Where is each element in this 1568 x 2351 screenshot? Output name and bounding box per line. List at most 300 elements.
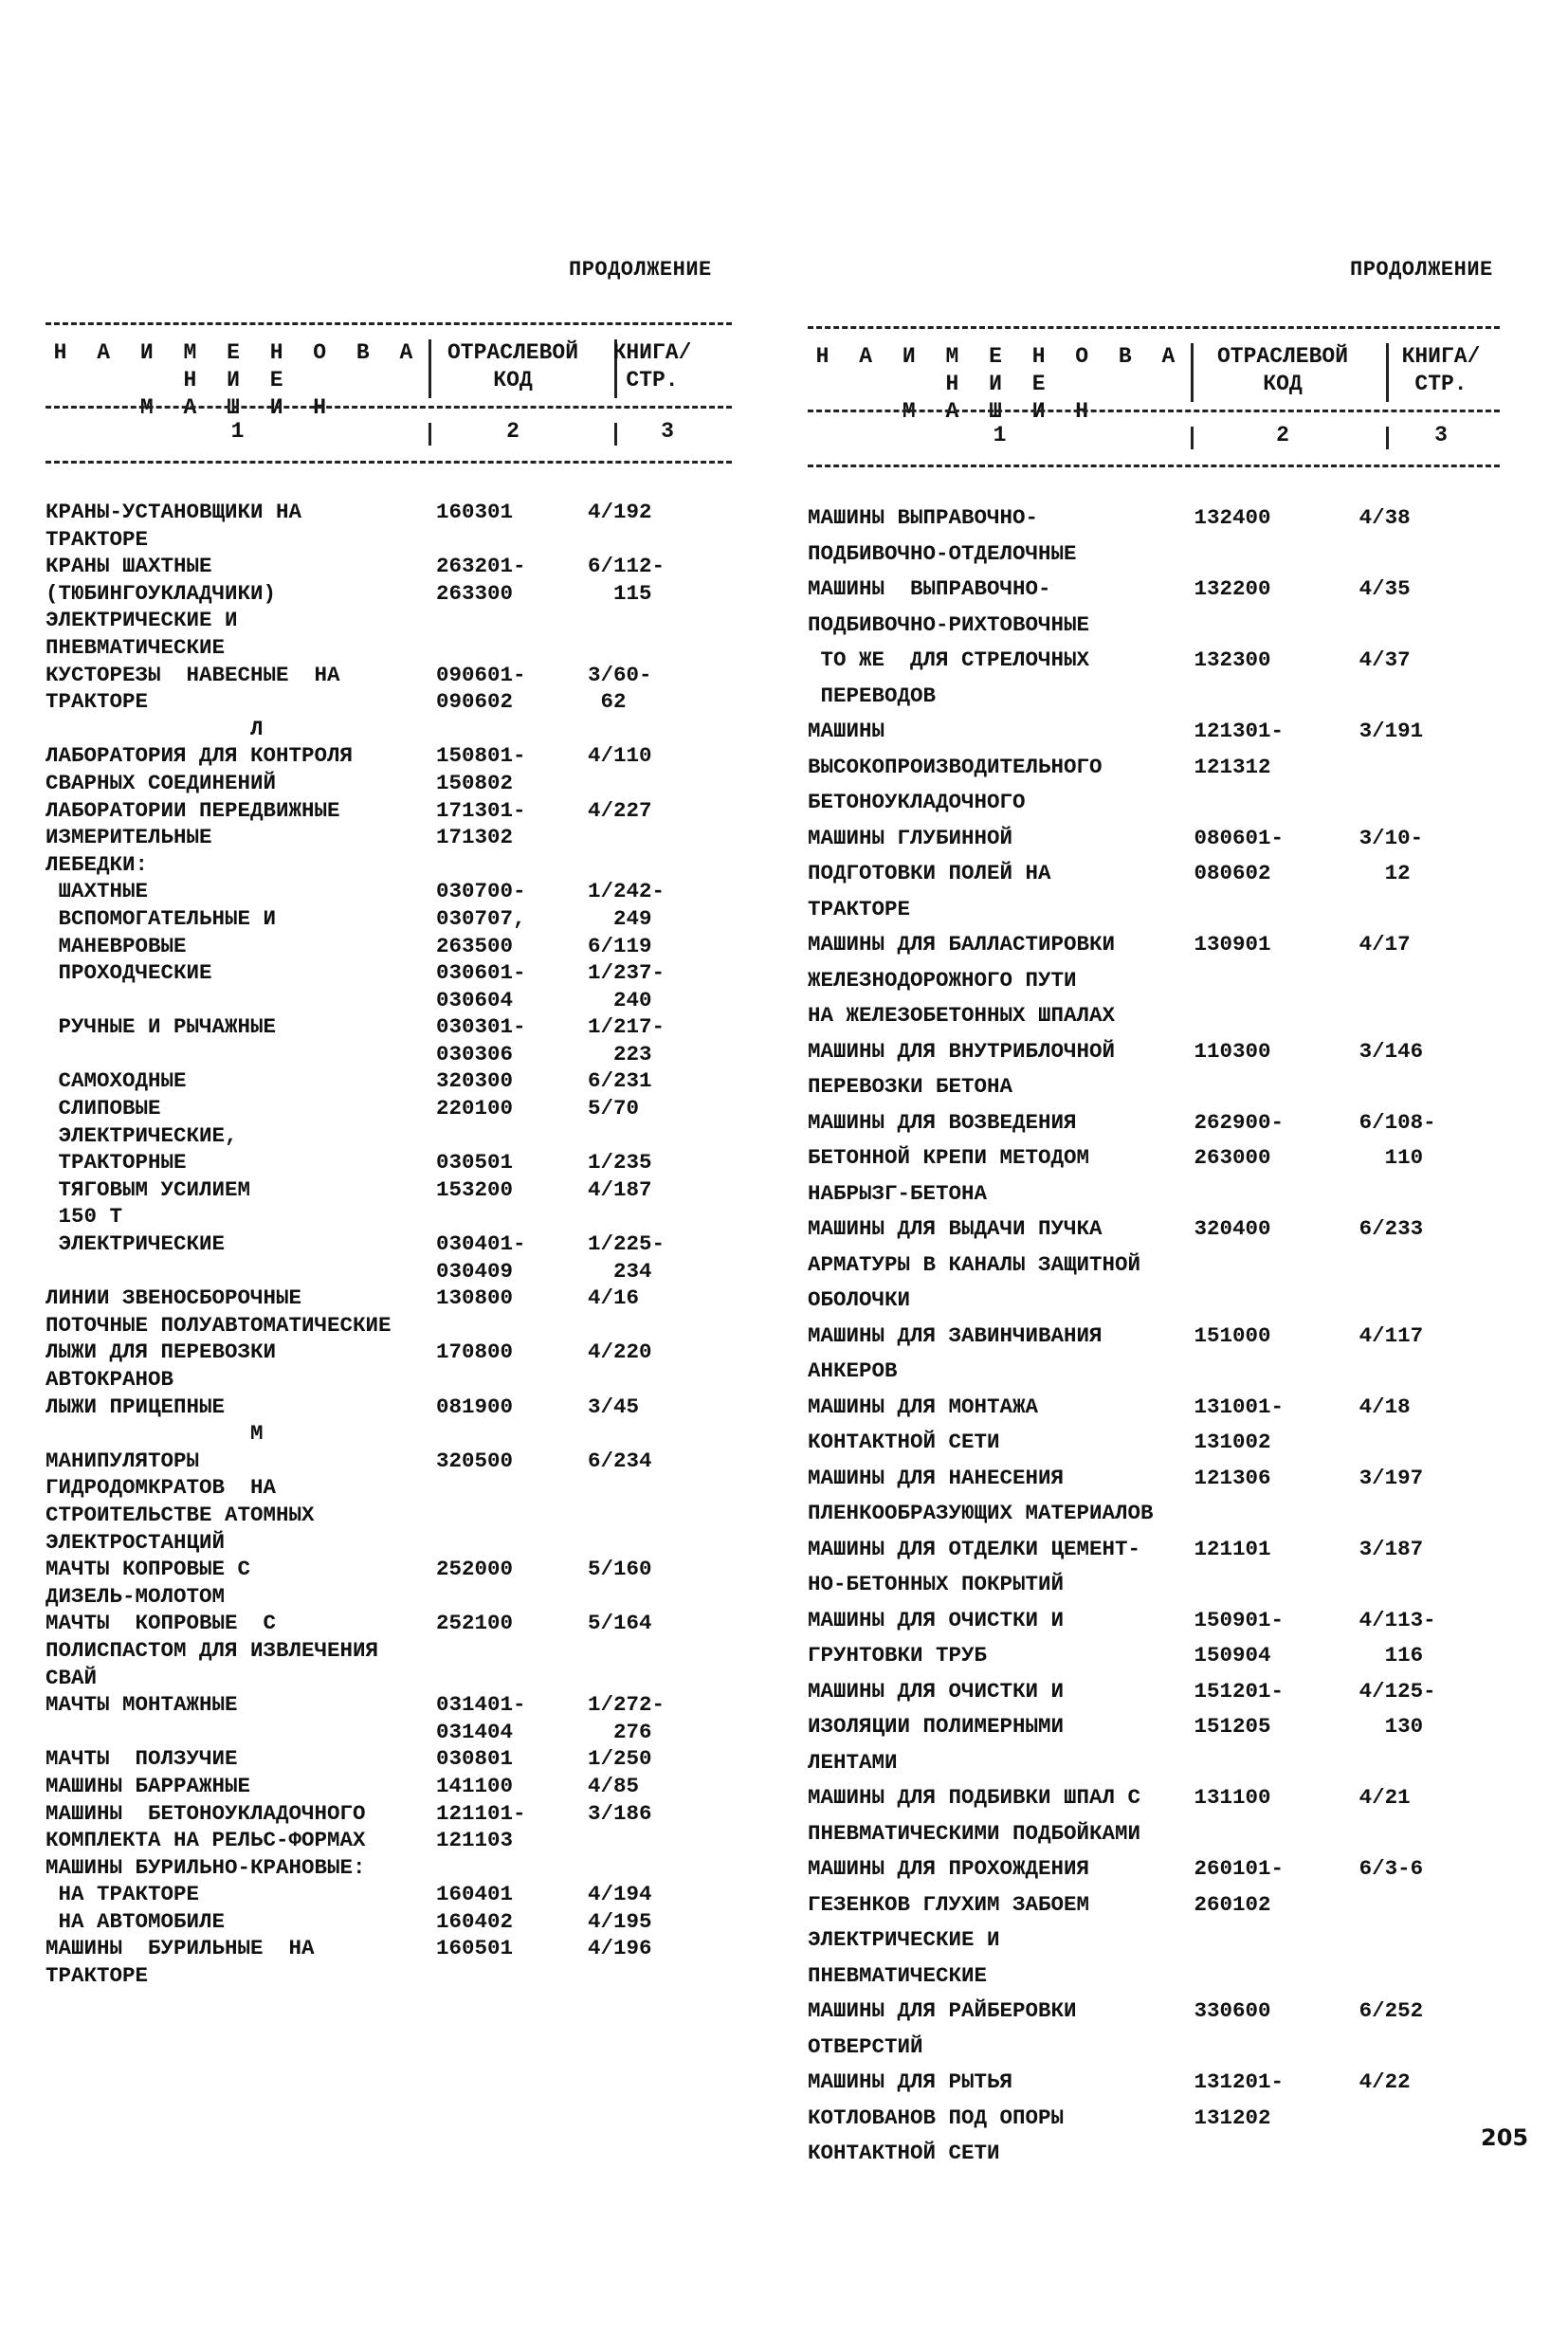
table-body-left [46, 499, 732, 1990]
book-page-cell: 5/164 [588, 1611, 652, 1636]
book-page-cell: 3/187 [1358, 1536, 1424, 1561]
machine-name-cell: ЭЛЕКТРИЧЕСКИЕ, [46, 1122, 238, 1148]
table-row [46, 580, 732, 608]
header-book: КНИГА/ СТР. [1401, 344, 1481, 396]
industry-code-cell [436, 1583, 588, 1611]
industry-code-cell: 131001- [1194, 1394, 1285, 1419]
book-page-cell: 6/234 [588, 1448, 652, 1473]
table-row [808, 1319, 1500, 1355]
machine-name-cell: КУСТОРЕЗЫ НАВЕСНЫЕ НА [46, 662, 340, 687]
book-page-cell [1359, 537, 1500, 573]
book-page-cell [588, 1366, 730, 1394]
machine-name-cell: БЕТОННОЙ КРЕПИ МЕТОДОМ [808, 1145, 1090, 1170]
machine-name-cell [46, 987, 436, 1014]
table-row [46, 1013, 732, 1041]
machine-name-cell: КОНТАКТНОЙ СЕТИ [808, 1430, 1000, 1454]
table-row [46, 1067, 732, 1095]
table-row [808, 1105, 1500, 1141]
table-row [46, 1122, 732, 1150]
industry-code-cell: 030501 [436, 1150, 514, 1176]
book-page-cell: 1/225- [588, 1231, 665, 1257]
book-page-cell: 130 [1358, 1714, 1424, 1739]
machine-name-cell: ЛЕБЕДКИ: [46, 851, 149, 877]
table-row [46, 1745, 732, 1773]
machine-name-cell: ИЗМЕРИТЕЛЬНЫЕ [46, 825, 212, 850]
machine-name-cell: СВАЙ [46, 1665, 98, 1690]
table-row [46, 770, 732, 797]
book-page-cell [1359, 1425, 1500, 1461]
machine-name-cell: СВАРНЫХ СОЕДИНЕНИЙ [46, 770, 277, 795]
continuation-label-left: ПРОДОЛЖЕНИЕ [569, 258, 712, 282]
header-divider [1191, 343, 1194, 402]
table-row [808, 1140, 1500, 1176]
table-row [808, 1034, 1500, 1070]
machine-name-cell: 150 Т [46, 1204, 123, 1230]
machine-name-cell: ПЕРЕВОЗКИ БЕТОНА [808, 1074, 1013, 1099]
header-name-line2: М А Ш И Н [139, 395, 336, 420]
table-header [808, 343, 1500, 424]
book-page-cell: 4/21 [1358, 1785, 1411, 1810]
table-row [808, 785, 1500, 821]
header-top-rule [808, 326, 1500, 329]
industry-code-cell [1194, 1176, 1359, 1212]
book-page-cell: 4/38 [1358, 505, 1411, 530]
column-number-1: 1 [993, 423, 1007, 447]
machine-name-cell [46, 1041, 436, 1068]
industry-code-cell: 260101- [1194, 1856, 1285, 1881]
machine-name-cell: МАШИНЫ ДЛЯ ЗАВИНЧИВАНИЯ [808, 1322, 1103, 1348]
table-row [808, 2101, 1500, 2137]
book-page-cell: 4/227 [588, 797, 652, 823]
industry-code-cell [1194, 1745, 1359, 1781]
industry-code-cell [1194, 1283, 1359, 1319]
industry-code-cell [1194, 537, 1359, 573]
table-row [808, 927, 1500, 963]
book-page-cell [588, 1203, 730, 1230]
table-row [46, 1854, 732, 1882]
machine-name-cell: СТРОИТЕЛЬСТВЕ АТОМНЫХ [46, 1502, 315, 1527]
book-page-cell [588, 824, 730, 851]
machine-name-cell: МАШИНЫ ДЛЯ РАЙБЕРОВКИ [808, 1998, 1077, 2023]
column-number-3: 3 [661, 419, 674, 444]
table-row [808, 1709, 1500, 1745]
book-page-cell: 4/110 [588, 743, 652, 769]
column-number-2: 2 [1276, 423, 1289, 447]
table-row [46, 1095, 732, 1122]
table-row [46, 1420, 732, 1448]
header-bottom-rule [46, 461, 732, 464]
machine-name-cell: ОТВЕРСТИЙ [808, 2033, 923, 2059]
industry-code-cell: 263201- [436, 554, 526, 579]
machine-name-cell: М [46, 1421, 264, 1447]
table-row [808, 1461, 1500, 1497]
industry-code-cell: 263500 [436, 933, 514, 958]
book-page-cell: 4/192 [588, 500, 652, 524]
table-row [46, 1773, 732, 1800]
book-page-cell: 4/113- [1358, 1607, 1436, 1632]
table-row [808, 1923, 1500, 1959]
table-row [808, 1780, 1500, 1816]
industry-code-cell: 170800 [436, 1340, 514, 1365]
table-row [46, 933, 732, 960]
book-page-cell [588, 1827, 730, 1854]
table-row [46, 1041, 732, 1068]
industry-code-cell: 121101 [1194, 1536, 1271, 1561]
machine-name-cell: МАЧТЫ МОНТАЖНЫЕ [46, 1692, 238, 1718]
table-row [808, 1959, 1500, 1995]
machine-name-cell: МАШИНЫ ДЛЯ МОНТАЖА [808, 1394, 1039, 1419]
book-page-cell: 6/3-6 [1358, 1856, 1424, 1881]
machine-name-cell: ПОДБИВОЧНО-ОТДЕЛОЧНЫЕ [808, 540, 1077, 566]
machine-name-cell: МАШИНЫ ДЛЯ ВЫДАЧИ ПУЧКА [808, 1216, 1103, 1241]
machine-name-cell: ЛАБОРАТОРИИ ПЕРЕДВИЖНЫЕ [46, 797, 340, 823]
industry-code-cell [436, 1854, 588, 1882]
industry-code-cell: 252100 [436, 1611, 514, 1636]
machine-name-cell: МАШИНЫ ВЫПРАВОЧНО- [808, 576, 1051, 601]
book-page-cell [588, 1420, 730, 1448]
industry-code-cell: 150802 [436, 770, 514, 795]
book-page-cell [1359, 1069, 1500, 1105]
industry-code-cell [436, 1366, 588, 1394]
number-divider [1191, 427, 1194, 449]
industry-code-cell: 031401- [436, 1692, 526, 1718]
book-page-cell [1359, 679, 1500, 715]
industry-code-cell: 030601- [436, 960, 526, 986]
book-page-cell [588, 1962, 730, 1990]
machine-name-cell: ГРУНТОВКИ ТРУБ [808, 1643, 988, 1668]
table-row [808, 1887, 1500, 1923]
machine-name-cell: МАШИНЫ ДЛЯ ПОДБИВКИ ШПАЛ С [808, 1785, 1141, 1810]
book-page-cell: 223 [588, 1041, 652, 1066]
table-row [46, 1827, 732, 1854]
industry-code-cell [1194, 1354, 1359, 1390]
table-row [46, 1339, 732, 1366]
machine-name-cell: ВСПОМОГАТЕЛЬНЫЕ И [46, 905, 277, 931]
table-row [46, 1176, 732, 1204]
machine-name-cell: ОБОЛОЧКИ [808, 1287, 911, 1312]
book-page-cell: 249 [588, 905, 652, 931]
book-page-cell [588, 1529, 730, 1557]
header-mid-rule [46, 406, 732, 409]
industry-code-cell: 141100 [436, 1773, 514, 1798]
industry-code-cell: 030700- [436, 879, 526, 904]
industry-code-cell: 330600 [1194, 1998, 1271, 2023]
industry-code-cell: 121103 [436, 1828, 514, 1853]
industry-code-cell [1194, 1069, 1359, 1105]
header-book: КНИГА/ СТР. [612, 340, 692, 392]
machine-name-cell: ПОТОЧНЫЕ ПОЛУАВТОМАТИЧЕСКИЕ [46, 1312, 392, 1338]
page-number: 205 [1481, 2124, 1529, 2151]
right-column [808, 0, 1500, 2351]
book-page-cell: 4/220 [588, 1340, 652, 1365]
industry-code-cell [436, 1420, 588, 1448]
book-page-cell: 4/194 [588, 1882, 652, 1907]
machine-name-cell: НА ТРАКТОРЕ [46, 1882, 200, 1907]
industry-code-cell: 090601- [436, 662, 526, 687]
industry-code-cell: 151201- [1194, 1678, 1285, 1704]
header-code: ОТРАСЛЕВОЙ КОД [447, 340, 579, 392]
machine-name-cell: МАШИНЫ ДЛЯ ВОЗВЕДЕНИЯ [808, 1109, 1077, 1135]
header-divider [428, 339, 431, 398]
industry-code-cell: 263300 [436, 580, 514, 606]
table-row [46, 499, 732, 526]
table-row [46, 1258, 732, 1285]
machine-name-cell: ПЛЕНКООБРАЗУЮЩИХ МАТЕРИАЛОВ [808, 1501, 1154, 1525]
industry-code-cell: 131002 [1194, 1430, 1271, 1454]
table-row [808, 998, 1500, 1034]
industry-code-cell: 121101- [436, 1800, 526, 1826]
column-numbers [808, 423, 1500, 453]
book-page-cell [588, 1665, 730, 1692]
industry-code-cell [436, 1665, 588, 1692]
industry-code-cell [436, 1474, 588, 1502]
book-page-cell [588, 1474, 730, 1502]
book-page-cell [1359, 1354, 1500, 1390]
table-row [46, 1394, 732, 1421]
table-row [46, 1149, 732, 1176]
book-page-cell [588, 1637, 730, 1665]
table-row [808, 2030, 1500, 2066]
industry-code-cell [1194, 2136, 1359, 2172]
machine-name-cell: ПНЕВМАТИЧЕСКИЕ [808, 1962, 988, 1988]
table-row [46, 526, 732, 554]
book-page-cell: 6/112- [588, 554, 665, 579]
machine-name-cell: ЛАБОРАТОРИЯ ДЛЯ КОНТРОЛЯ [46, 743, 354, 769]
industry-code-cell: 121306 [1194, 1465, 1271, 1490]
machine-name-cell: НА ЖЕЛЕЗОБЕТОННЫХ ШПАЛАХ [808, 1003, 1116, 1028]
table-row [46, 607, 732, 634]
table-row [808, 892, 1500, 928]
book-page-cell: 1/237- [588, 960, 665, 986]
industry-code-cell: 130800 [436, 1285, 514, 1311]
book-page-cell: 234 [588, 1258, 652, 1284]
book-page-cell [1359, 1816, 1500, 1852]
table-row [808, 1283, 1500, 1319]
machine-name-cell: ТРАКТОРЕ [46, 1963, 149, 1989]
industry-code-cell: 030409 [436, 1258, 514, 1284]
table-row [808, 1069, 1500, 1105]
number-divider [1386, 427, 1389, 449]
book-page-cell [1359, 1887, 1500, 1923]
header-top-rule [46, 322, 732, 325]
industry-code-cell: 031404 [436, 1719, 514, 1744]
machine-name-cell: ЭЛЕКТРИЧЕСКИЕ И [808, 1927, 1000, 1952]
machine-name-cell: МАШИНЫ БУРИЛЬНО-КРАНОВЫЕ: [46, 1854, 366, 1880]
machine-name-cell: ПРОХОДЧЕСКИЕ [46, 960, 212, 986]
table-row [46, 1502, 732, 1529]
table-row [808, 1638, 1500, 1674]
book-page-cell [1359, 1283, 1500, 1319]
machine-name-cell: РУЧНЫЕ И РЫЧАЖНЫЕ [46, 1014, 277, 1040]
machine-name-cell: ТЯГОВЫМ УСИЛИЕМ [46, 1176, 251, 1202]
machine-name-cell: ПОДГОТОВКИ ПОЛЕЙ НА [808, 861, 1051, 885]
table-row [46, 905, 732, 933]
book-page-cell: 4/37 [1358, 647, 1411, 672]
book-page-cell: 6/119 [588, 933, 652, 958]
machine-name-cell: ТРАКТОРНЫЕ [46, 1150, 187, 1176]
book-page-cell: 3/60- [588, 662, 652, 687]
industry-code-cell [1194, 998, 1359, 1034]
industry-code-cell [1194, 1248, 1359, 1284]
machine-name-cell: САМОХОДНЫЕ [46, 1068, 187, 1094]
table-row [46, 1448, 732, 1475]
book-page-cell [1359, 1496, 1500, 1532]
machine-name-cell: БЕТОНОУКЛАДОЧНОГО [808, 790, 1026, 814]
industry-code-cell: 160301 [436, 500, 514, 524]
machine-name-cell [46, 1258, 436, 1285]
book-page-cell: 4/187 [588, 1176, 652, 1202]
machine-name-cell: ТРАКТОРЕ [808, 896, 911, 921]
industry-code-cell [1194, 785, 1359, 821]
book-page-cell: 1/250 [588, 1746, 652, 1772]
table-row [46, 1366, 732, 1394]
machine-name-cell: ЖЕЛЕЗНОДОРОЖНОГО ПУТИ [808, 967, 1077, 993]
number-divider [614, 423, 617, 446]
book-page-cell: 6/231 [588, 1068, 652, 1094]
industry-code-cell: 151000 [1194, 1322, 1271, 1348]
table-row [808, 750, 1500, 786]
book-page-cell: 4/35 [1358, 576, 1411, 601]
machine-name-cell: КОНТАКТНОЙ СЕТИ [808, 2141, 1000, 2165]
column-number-1: 1 [230, 419, 245, 444]
machine-name-cell: КОМПЛЕКТА НА РЕЛЬС-ФОРМАХ [46, 1828, 366, 1853]
book-page-cell [1359, 963, 1500, 999]
table-row [46, 1285, 732, 1312]
machine-name-cell: НАБРЫЗГ-БЕТОНА [808, 1180, 988, 1206]
table-row [46, 1908, 732, 1936]
table-row [46, 742, 732, 770]
machine-name-cell: ТО ЖЕ ДЛЯ СТРЕЛОЧНЫХ [808, 647, 1090, 672]
machine-name-cell: НА АВТОМОБИЛЕ [46, 1908, 226, 1934]
industry-code-cell: 090602 [436, 689, 514, 715]
book-page-cell [588, 1122, 730, 1150]
industry-code-cell: 252000 [436, 1557, 514, 1582]
machine-name-cell: МАЧТЫ КОПРОВЫЕ С [46, 1557, 251, 1582]
book-page-cell [1359, 2136, 1500, 2172]
table-row [808, 608, 1500, 644]
table-row [46, 553, 732, 580]
table-row [808, 1674, 1500, 1710]
book-page-cell: 1/217- [588, 1014, 665, 1040]
industry-code-cell [436, 1312, 588, 1340]
table-row [46, 1529, 732, 1557]
industry-code-cell: 153200 [436, 1176, 514, 1202]
table-row [808, 1851, 1500, 1887]
book-page-cell [1359, 1923, 1500, 1959]
book-page-cell [1359, 998, 1500, 1034]
header-bottom-rule [808, 465, 1500, 467]
machine-name-cell: АНКЕРОВ [808, 1358, 898, 1383]
book-page-cell: 3/186 [588, 1800, 652, 1826]
industry-code-cell [1194, 1959, 1359, 1995]
machine-name-cell: КРАНЫ ШАХТНЫЕ [46, 554, 212, 579]
machine-name-cell: МАШИНЫ ДЛЯ ВНУТРИБЛОЧНОЙ [808, 1038, 1116, 1064]
machine-name-cell: МАШИНЫ ГЛУБИННОЙ [808, 825, 1013, 850]
table-row [46, 688, 732, 716]
header-name: Н А И М Е Н О В А Н И Е М А Ш И Н [815, 344, 1184, 424]
book-page-cell: 3/197 [1358, 1465, 1424, 1490]
machine-name-cell: ЛИНИИ ЗВЕНОСБОРОЧНЫЕ [46, 1285, 302, 1311]
industry-code-cell: 150801- [436, 743, 526, 769]
number-divider [428, 423, 431, 446]
industry-code-cell: 110300 [1194, 1038, 1271, 1064]
table-row [46, 1719, 732, 1746]
book-page-cell [1359, 2101, 1500, 2137]
industry-code-cell: 130901 [1194, 932, 1271, 957]
table-row [46, 1881, 732, 1908]
table-row [808, 714, 1500, 750]
machine-name-cell: МАШИНЫ ДЛЯ ОЧИСТКИ И [808, 1678, 1065, 1704]
industry-code-cell [436, 526, 588, 554]
table-row [808, 679, 1500, 715]
machine-name-cell: МАШИНЫ ДЛЯ БАЛЛАСТИРОВКИ [808, 932, 1116, 957]
book-page-cell: 12 [1358, 861, 1411, 885]
industry-code-cell [436, 1502, 588, 1529]
table-row [808, 572, 1500, 608]
industry-code-cell: 150904 [1194, 1643, 1271, 1668]
industry-code-cell: 151205 [1194, 1714, 1271, 1739]
table-row [46, 1556, 732, 1583]
machine-name-cell: МАШИНЫ БУРИЛЬНЫЕ НА [46, 1936, 315, 1961]
book-page-cell: 276 [588, 1719, 652, 1744]
industry-code-cell: 030801 [436, 1746, 514, 1772]
book-page-cell [588, 851, 730, 879]
machine-name-cell: ПОДБИВОЧНО-РИХТОВОЧНЫЕ [808, 611, 1090, 637]
table-row [808, 821, 1500, 857]
industry-code-cell [436, 1529, 588, 1557]
industry-code-cell: 030301- [436, 1014, 526, 1040]
table-row [46, 851, 732, 879]
industry-code-cell: 132400 [1194, 505, 1271, 530]
machine-name-cell: АРМАТУРЫ В КАНАЛЫ ЗАЩИТНОЙ [808, 1251, 1141, 1277]
machine-name-cell [46, 1719, 436, 1746]
table-row [808, 1603, 1500, 1639]
book-page-cell [1359, 2030, 1500, 2066]
industry-code-cell: 160401 [436, 1882, 514, 1907]
table-body-right [808, 501, 1500, 2172]
header-name [46, 339, 429, 422]
table-row [808, 963, 1500, 999]
table-row [808, 1390, 1500, 1426]
book-page-cell [1359, 1567, 1500, 1603]
book-page-cell [588, 634, 730, 662]
machine-name-cell: МАШИНЫ ДЛЯ ОЧИСТКИ И [808, 1607, 1065, 1632]
industry-code-cell: 171301- [436, 797, 526, 823]
book-page-cell [1359, 608, 1500, 644]
book-page-cell [1359, 892, 1500, 928]
book-page-cell [588, 607, 730, 634]
machine-name-cell: ПЕРЕВОДОВ [808, 683, 937, 708]
book-page-cell: 6/108- [1358, 1109, 1436, 1135]
table-row [808, 2065, 1500, 2101]
book-page-cell: 115 [588, 580, 652, 606]
industry-code-cell: 320500 [436, 1448, 514, 1473]
machine-name-cell: ПНЕВМАТИЧЕСКИЕ [46, 634, 226, 660]
machine-name-cell: КОТЛОВАНОВ ПОД ОПОРЫ [808, 2105, 1065, 2130]
industry-code-cell [1194, 1816, 1359, 1852]
table-row [808, 501, 1500, 537]
industry-code-cell: 171302 [436, 825, 514, 850]
header-code: ОТРАСЛЕВОЙ КОД [1216, 344, 1349, 396]
book-page-cell: 110 [1358, 1145, 1424, 1170]
table-row [808, 1816, 1500, 1852]
machine-name-cell: НО-БЕТОННЫХ ПОКРЫТИЙ [808, 1572, 1065, 1596]
book-page-cell: 4/195 [588, 1908, 652, 1934]
table-row [46, 1610, 732, 1637]
table-row [46, 1312, 732, 1340]
book-page-cell: 4/17 [1358, 932, 1411, 957]
industry-code-cell: 132200 [1194, 576, 1271, 601]
